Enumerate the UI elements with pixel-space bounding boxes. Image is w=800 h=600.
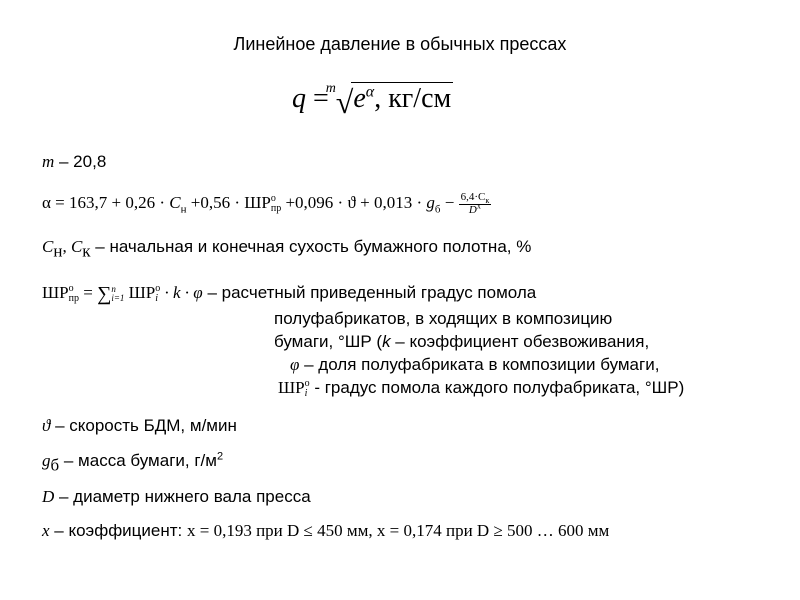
shr-cont-3 bbox=[290, 355, 659, 375]
x-cond2: x = 0,174 при D ≥ 500 … 600 мм bbox=[376, 521, 610, 540]
formula-lhs: q bbox=[292, 83, 306, 114]
alpha-part3: +0,096 · ϑ + 0,013 · bbox=[281, 192, 427, 212]
shr-tail: · k · φ bbox=[160, 283, 203, 302]
shr-i: ШР bbox=[124, 283, 156, 302]
shr-cont3-phi: φ bbox=[290, 355, 300, 374]
sigma-icon: ∑ bbox=[97, 283, 112, 305]
diameter-var: D bbox=[42, 487, 55, 506]
frac-den-sup: x bbox=[476, 200, 481, 210]
m-value: – 20,8 bbox=[54, 152, 107, 171]
shr-text: – расчетный приведенный градус помола bbox=[202, 283, 537, 302]
shr-cont4-shr: ШР bbox=[278, 378, 305, 397]
x-line bbox=[42, 521, 609, 541]
alpha-g-sub: б bbox=[434, 203, 441, 216]
mass-sub: б bbox=[50, 455, 60, 475]
frac-num: 6,4·C bbox=[460, 191, 486, 203]
diameter-text: – диаметр нижнего вала пресса bbox=[54, 487, 311, 506]
ck-sub: к bbox=[82, 241, 91, 261]
cn-var: C bbox=[42, 237, 54, 256]
speed-var: ϑ bbox=[42, 416, 51, 435]
frac-num-sub: к bbox=[485, 196, 490, 206]
page-title: Линейное давление в обычных прессах bbox=[233, 34, 567, 54]
root-index: m bbox=[325, 81, 336, 96]
alpha-shr-sup: о bbox=[270, 193, 276, 205]
root-sign-icon: √ m bbox=[325, 81, 354, 120]
alpha-fraction bbox=[459, 192, 492, 216]
m-var: m bbox=[42, 152, 55, 171]
alpha-cn: C bbox=[169, 192, 181, 212]
shr-cont-1: полуфабрикатов, в ходящих в композицию bbox=[274, 309, 613, 328]
m-line bbox=[42, 152, 106, 172]
shr-cont4-sup: о bbox=[304, 377, 310, 389]
x-text: – коэффициент: bbox=[49, 521, 187, 540]
shr-i-sup: о bbox=[155, 282, 161, 294]
cn-ck-sep: , bbox=[62, 237, 71, 256]
shr-cont-2 bbox=[274, 332, 649, 352]
shr-cont2-a: бумаги, °ШР ( bbox=[274, 332, 383, 351]
mass-var: g bbox=[42, 451, 51, 470]
shr-eq: = bbox=[78, 283, 98, 302]
sigma-top: n bbox=[111, 283, 116, 294]
formula-units: , кг/см bbox=[374, 83, 452, 114]
frac-den: D bbox=[468, 203, 477, 216]
shr-cont2-b: – коэффициент обезвоживания, bbox=[390, 332, 650, 351]
shr-cont-4 bbox=[278, 378, 684, 399]
main-formula bbox=[292, 82, 453, 118]
alpha-cn-sub: н bbox=[180, 203, 187, 216]
shr-cont4-text: - градус помола каждого полуфабриката, °ШР) bbox=[309, 378, 685, 397]
shr-sub: пр bbox=[68, 292, 79, 304]
shr-line bbox=[42, 283, 536, 306]
ck-var: C bbox=[70, 237, 83, 256]
sigma-bot: i=1 bbox=[111, 292, 125, 303]
radicand-base: e bbox=[353, 83, 366, 114]
shr-sup: о bbox=[68, 282, 74, 294]
alpha-lhs: α = 163,7 + 0,26 · bbox=[42, 192, 170, 212]
shr-var: ШР bbox=[42, 283, 69, 302]
shr-cont2-k: k bbox=[382, 332, 391, 351]
mass-text: – масса бумаги, г/м bbox=[59, 451, 217, 470]
radicand-exp: α bbox=[365, 83, 375, 101]
x-cond1: x = 0,193 при D ≤ 450 мм, bbox=[186, 521, 377, 540]
mass-line bbox=[42, 450, 224, 475]
diameter-line bbox=[42, 487, 311, 507]
speed-text: – скорость БДМ, м/мин bbox=[50, 416, 237, 435]
mass-sup: 2 bbox=[216, 450, 224, 463]
alpha-g: g bbox=[426, 192, 435, 212]
alpha-part2: +0,56 · ШР bbox=[186, 192, 271, 212]
cn-ck-text: – начальная и конечная сухость бумажного полотна, % bbox=[90, 237, 532, 256]
shr-cont3-text: – доля полуфабриката в композиции бумаги, bbox=[299, 355, 660, 374]
shr-cont4-sub: i bbox=[304, 387, 308, 399]
cn-ck-line bbox=[42, 237, 532, 261]
alpha-minus: − bbox=[440, 192, 459, 212]
shr-i-sub: i bbox=[155, 292, 159, 304]
cn-sub: н bbox=[53, 241, 63, 261]
formula-eq: = bbox=[313, 83, 329, 114]
radicand bbox=[351, 82, 453, 113]
x-var: x bbox=[42, 521, 50, 540]
alpha-shr-sub: пр bbox=[270, 203, 282, 215]
alpha-line bbox=[42, 192, 491, 216]
speed-line bbox=[42, 416, 237, 436]
